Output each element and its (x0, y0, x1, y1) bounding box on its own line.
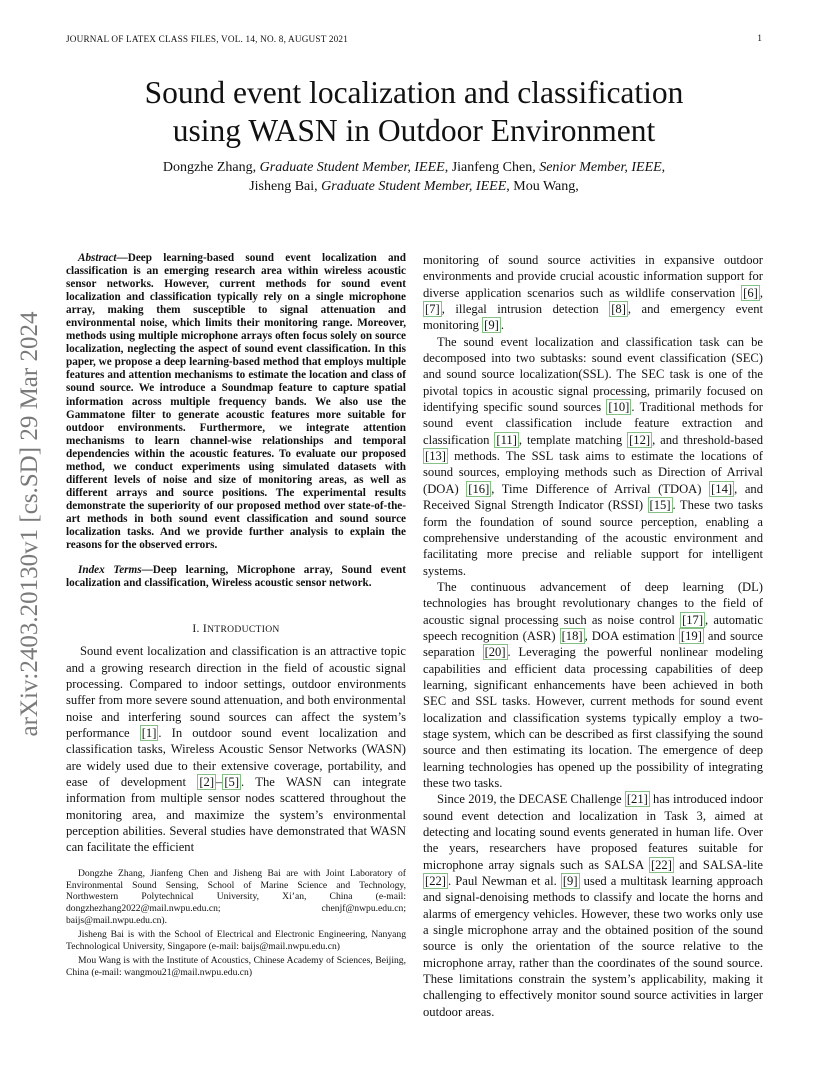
citation-link[interactable]: [5] (224, 774, 240, 789)
author-line-1 (0, 158, 828, 177)
abstract-text: —Deep learning-based sound event localization and classification is an emerging research area within wireless acoustic sensor networks. However, current methods for sound event localization and classification typically rely on a single microphone array, making them susceptible to signal attenuation and environmental noise, which limits their monitoring range. Moreover, methods using multiple microphone arrays often focus solely on source localization, neglecting the aspect of sound event classification. In this paper, we propose a deep learning-based method that employs multiple features and attention mechanisms to estimate the location and class of sound source. We introduce a Soundmap feature to capture spatial information across multiple frequency bands. We also use the Gammatone filter to generate acoustic features more suitable for outdoor environments. Furthermore, we integrate attention mechanisms to learn channel-wise relationships and temporal dependencies within the acoustic features. To evaluate our proposed method, we conduct experiments using simulated datasets with different levels of noise and size of monitoring areas, as well as different arrays and source positions. The experimental results demonstrate the superiority of our proposed method over state-of-the-art methods in both sound event classification and sound source localization tasks. And we provide further analysis to explain the reasons for the observed errors. (66, 252, 406, 552)
citation-link[interactable]: [16] (468, 481, 490, 496)
body-text: The sound event localization and classification task can be decomposed into two subtasks: sound event classification (SEC) and sound source localization(SSL). The SEC task is one of the pivotal topics in acoustic signal processing, primarily focused on identifying specific sound sources (423, 334, 763, 415)
citation-link[interactable]: [17] (682, 612, 704, 627)
body-text: , DOA estimation (584, 628, 679, 643)
body-text: used a multitask learning approach and signal-denoising methods to classify and locate the horns and alarms of emergency vehicles. However, these two works only use a single microphone array and the obtained position of the sound source is only the orientation of the source relative to the microphone array, rather than the coordinates of the sound source. These limitations constrain the system’s applicability, making it challenging to effectively monitor sound source activities in larger outdoor areas. (423, 874, 763, 1019)
body-text: . (500, 318, 504, 333)
citation-link[interactable]: [11] (496, 432, 517, 447)
abstract (66, 252, 406, 552)
citation-link[interactable]: [1] (141, 725, 157, 740)
author-name: , Mou Wang, (506, 179, 579, 194)
citation-link[interactable]: [10] (608, 400, 630, 415)
body-text: monitoring of sound source activities in expansive outdoor environments and provide crucial acoustic information support for diverse application scenarios such as wildlife conservation (423, 253, 763, 300)
section-title-rest: NTRODUCTION (207, 624, 280, 636)
footnote-affiliation-2: Jisheng Bai is with the School of Electrical and Electronic Engineering, Nanyang Technological University, Singapore (e-mail: baijs@mail.nwpu.edu.cn) (66, 929, 406, 953)
body-text: , and Received Signal Strength Indicator (RSSI) (423, 481, 763, 513)
body-text: . Traditional methods for sound event classification include feature extraction and classification (423, 400, 763, 447)
author-list (0, 158, 828, 196)
citation-link[interactable]: [8] (611, 302, 626, 317)
body-text: , template matching (518, 432, 628, 447)
citation-link[interactable]: [12] (629, 432, 651, 447)
citation-link[interactable]: [18] (561, 628, 583, 643)
abstract-label: Abstract (78, 252, 117, 264)
body-text: and SALSA-lite (673, 857, 763, 872)
footnote-affiliation-3: Mou Wang is with the Institute of Acoustics, Chinese Academy of Sciences, Beijing, China (e-mail: wangmou21@mail.nwpu.edu.cn) (66, 954, 406, 978)
intro-paragraph-2 (423, 334, 763, 579)
body-text: has introduced indoor sound event detection and localization in Task 3, aimed at detecting and locating sound events generated in human life. Over the years, researchers have proposed features suitable for microphone array signals such as SALSA (423, 792, 764, 872)
author-role: Senior Member, IEEE (539, 160, 662, 175)
citation-link[interactable]: [14] (711, 481, 733, 496)
body-text: . The WASN can integrate information from multiple sensor nodes scattered throughout the monitoring area, and maximize the system’s environmental perception abilities. Several studies have demonstrated that WASN can facilitate the efficient (66, 774, 406, 855)
left-column (66, 252, 406, 981)
citation-link[interactable]: [7] (425, 302, 440, 317)
section-number: I. (192, 622, 203, 636)
author-name: , Jianfeng Chen, (444, 160, 540, 175)
arxiv-identifier[interactable]: arXiv:2403.20130v1 [cs.SD] 29 Mar 2024 (16, 311, 43, 737)
footnotes (66, 868, 406, 979)
author-role: Graduate Student Member, IEEE (321, 179, 507, 194)
body-text: , automatic speech recognition (ASR) (423, 612, 763, 643)
body-text: . These two tasks form the foundation of sound source perception, enabling a comprehensive understanding of the acoustic environment and facilitating more precise and reliable support for intelligent systems. (423, 498, 764, 578)
title-line-2: using WASN in Outdoor Environment (172, 113, 656, 148)
body-text: , (759, 285, 763, 300)
body-text: , illegal intrusion detection (441, 302, 610, 317)
body-text: . Leveraging the powerful nonlinear modeling capabilities and efficient data processing capabilities of deep learning, significant enhancements have been achieved in both SEC and SSL tasks. However, current methods for sound event localization and classification systems typically employ a two-stage system, which can be described as first classifying the sound source and then estimating its location. The emergence of deep learning technologies has opened up the possibility of integrating these two tasks. (423, 645, 763, 790)
citation-link[interactable]: [6] (743, 285, 758, 300)
author-line-2 (0, 177, 828, 196)
body-text: methods. The SSL task aims to estimate the locations of sound sources, employing methods such as Direction of Arrival (DOA) (423, 449, 763, 496)
body-text: and source separation (423, 628, 764, 660)
citation-link[interactable]: [19] (680, 628, 702, 643)
section-initial: I (202, 622, 208, 636)
arxiv-side-stamp (6, 244, 54, 804)
citation-link[interactable]: [21] (626, 792, 648, 807)
running-head: JOURNAL OF LATEX CLASS FILES, VOL. 14, NO. 8, AUGUST 2021 (66, 34, 349, 44)
citation-link[interactable]: [13] (425, 449, 446, 464)
citation-link[interactable]: [9] (562, 874, 578, 889)
index-terms (66, 564, 406, 590)
citation-link[interactable]: [9] (484, 318, 499, 333)
index-terms-label: Index Terms (78, 564, 142, 577)
body-text: Sound event localization and classification is an attractive topic and a growing research direction in the field of acoustic signal processing. Compared to indoor settings, outdoor environments suffer from more severe sound attenuation, and both environmental noise and interfering sound sources can affect the system’s performance (66, 644, 406, 740)
author-role: Graduate Student Member, IEEE (259, 160, 445, 175)
citation-link[interactable]: [20] (484, 645, 506, 660)
citation-link[interactable]: [22] (650, 857, 672, 872)
page-number: 1 (757, 34, 762, 44)
body-text: . Paul Newman et al. (447, 874, 561, 889)
author-name: Dongzhe Zhang, (162, 160, 260, 175)
body-text: . In outdoor sound event localization and classification tasks, Wireless Acoustic Sensor Networks (WASN) are widely used due to their extensive coverage, portability, and ease of development (66, 725, 406, 789)
body-text: , and threshold-based (652, 432, 763, 447)
citation-link[interactable]: [15] (649, 498, 671, 513)
footnote-affiliation-1: Dongzhe Zhang, Jianfeng Chen and Jisheng Bai are with Joint Laboratory of Environmental Sound Sensing, School of Marine Science and Technology, Northwestern Polytechnical University, Xi’an, China (e-mail: dongzhezhang2022@mail.nwpu.edu.cn; chenjf@nwpu.edu.cn; baijs@mail.nwpu.edu.cn). (66, 867, 406, 927)
intro-paragraph-3 (423, 579, 763, 791)
author-separator: , (661, 160, 666, 175)
citation-link[interactable]: [22] (425, 874, 446, 889)
body-text: Since 2019, the DECASE Challenge (437, 792, 625, 807)
author-name: Jisheng Bai, (249, 179, 322, 194)
intro-paragraph-1 (66, 643, 406, 855)
intro-paragraph-4 (423, 791, 763, 1020)
intro-paragraph-1-cont (423, 252, 763, 334)
body-text: The continuous advancement of deep learning (DL) technologies has brought revolutionary changes to the field of acoustic signal processing such as noise control (423, 579, 763, 627)
body-text: , Time Difference of Arrival (TDOA) (491, 481, 710, 496)
section-heading-introduction (66, 622, 406, 635)
title-line-1: Sound event localization and classification (144, 75, 684, 110)
paper-title (0, 74, 828, 150)
body-text: – (216, 774, 223, 789)
index-terms-text: —Deep learning, Microphone array, Sound event localization and classification, Wireless acoustic sensor network. (66, 564, 406, 590)
citation-link[interactable]: [2] (199, 774, 215, 789)
right-column (423, 252, 763, 1020)
body-text: , and emergency event monitoring (423, 302, 763, 333)
